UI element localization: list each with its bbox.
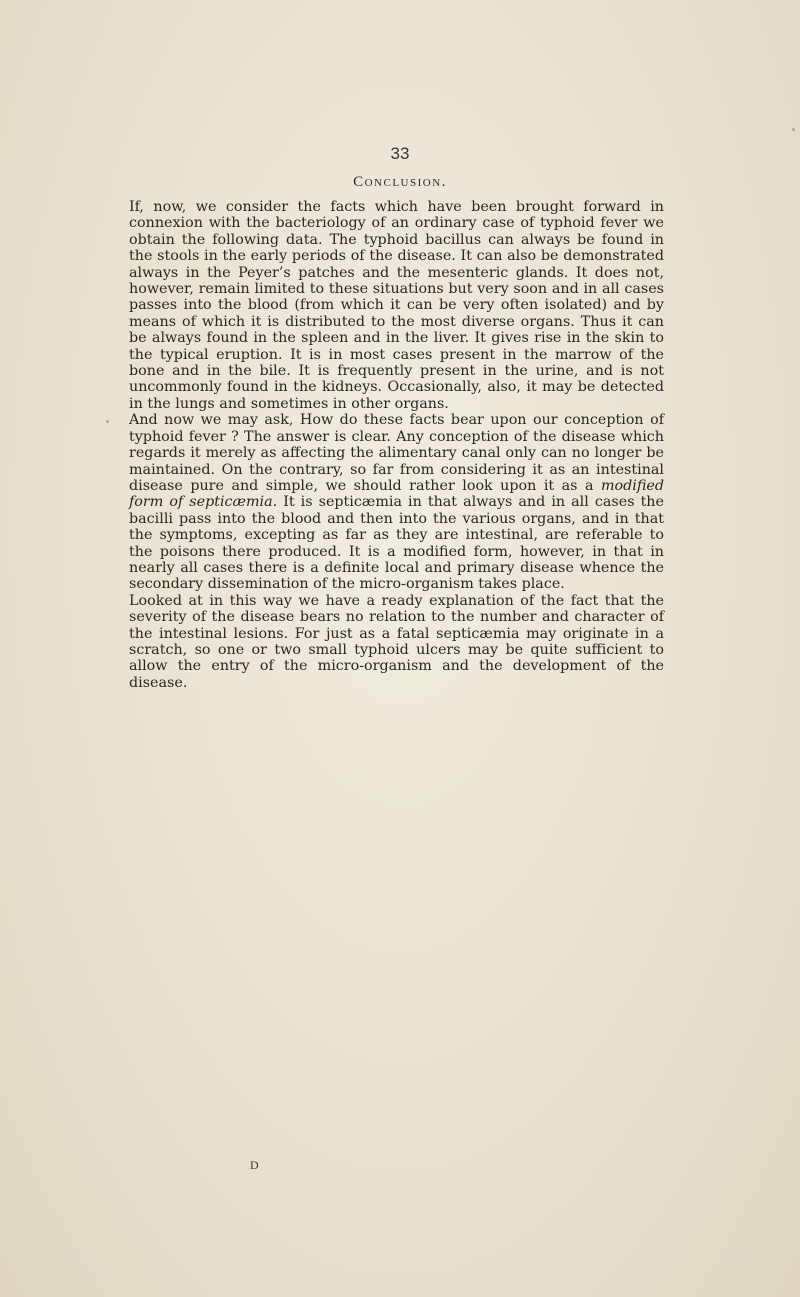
paper-speck [106,420,109,423]
paragraph-1: If, now, we consider the facts which have been brought forward in connexion with the bacteriology of an ordinary case of typhoid fever we obtain the following data. The typhoid bacillus can always be found in the stools in the early periods of the disease. It can also be demonstrated always in the Peyer’s patches and the mesenteric glands. It does not, however, remain limited to these situations but very soon and in all cases passes into the blood (from which it can be very often isolated) and by means of which it is distributed to the most diverse organs. Thus it can be always found in the spleen and in the liver. It gives rise in the skin to the typical eruption. It is in most cases present in the marrow of the bone and in the bile. It is frequently present in the urine, and is not uncommonly found in the kidneys. Occasionally, also, it may be detected in the lungs and sometimes in other organs. [129,199,664,412]
page-number: 33 [390,144,410,163]
section-heading: Conclusion. [353,174,447,190]
paper-speck [792,128,795,131]
paragraph-2-start: And now we may ask, How do these facts bear upon our conception of typhoid fever ? The answer is clear. Any conception of the disease which regards it merely as affecting the alimentary canal only can no longer be maintained. On the contrary, so far from considering it as an intestinal disease pure and simple, we should rather look upon it as a [129,412,664,494]
body-text [129,199,664,691]
paragraph-3: Looked at in this way we have a ready explanation of the fact that the severity of the disease bears no relation to the number and character of the intestinal lesions. For just as a fatal septicæmia may originate in a scratch, so one or two small typhoid ulcers may be quite sufficient to allow the entry of the micro-organism and the development of the disease. [129,592,664,691]
signature-mark: D [250,1158,259,1172]
paragraph-2 [129,412,664,592]
paragraph-2-end: It is septicæmia in that always and in all cases the bacilli pass into the blood and then into the various organs, and in that the symptoms, excepting as far as they are intestinal, are referable to the poisons there produced. It is a modified form, however, in that in nearly all cases there is a definite local and primary disease whence the secondary dissemination of the micro-organism takes place. [129,494,664,593]
emphasis-modified-form: modified form of septicæmia. [129,477,664,511]
